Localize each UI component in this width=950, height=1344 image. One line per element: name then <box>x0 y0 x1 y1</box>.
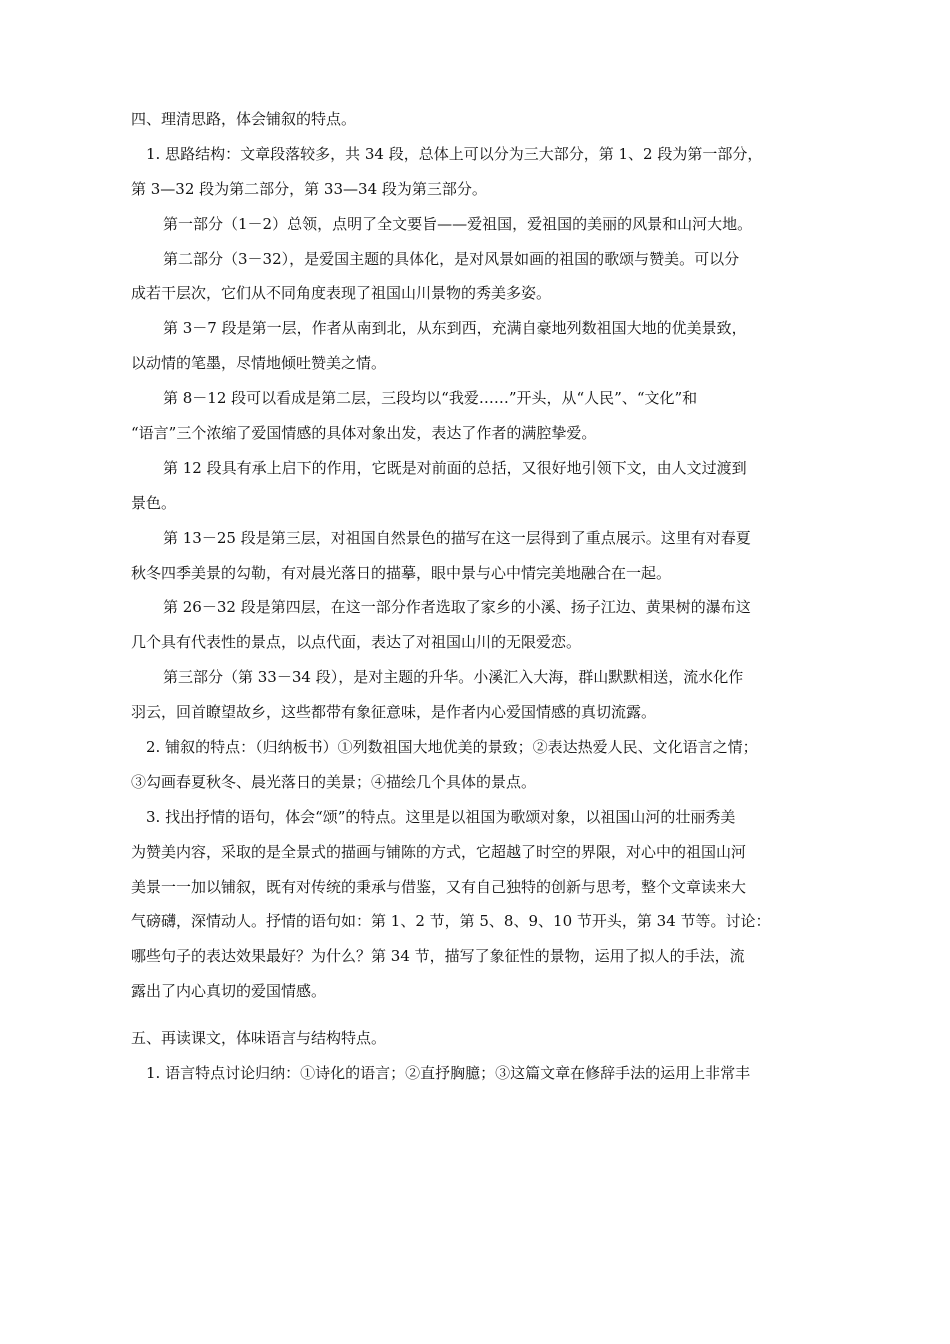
paragraph-line: 第 3—32 段为第二部分，第 33—34 段为第三部分。 <box>131 179 487 198</box>
paragraph-line: 2. 铺叙的特点：（归纳板书）①列数祖国大地优美的景致；②表达热爱人民、文化语言之情； <box>146 738 758 757</box>
section-spacer <box>131 1009 827 1021</box>
paragraph-line: 景色。 <box>131 493 177 512</box>
paragraph-line: 1. 思路结构：文章段落较多，共 34 段，总体上可以分为三大部分，第 1、2 段为第一部分， <box>146 144 763 163</box>
paragraph-line: 第 8－12 段可以看成是第二层，三段均以“我爱……”开头，从“人民”、“文化”和 <box>163 389 698 408</box>
document-page <box>131 102 827 1091</box>
paragraph-line: 第一部分（1－2）总领，点明了全文要旨——爱祖国，爱祖国的美丽的风景和山河大地。 <box>163 214 753 233</box>
paragraph-line: “语言”三个浓缩了爱国情感的具体对象出发，表达了作者的满腔挚爱。 <box>131 424 597 443</box>
paragraph-line: 气磅礴，深情动人。抒情的语句如：第 1、2 节，第 5、8、9、10 节开头，第 34 节等。讨论： <box>131 912 771 931</box>
paragraph-line: 1. 语言特点讨论归纳：①诗化的语言；②直抒胸臆；③这篇文章在修辞手法的运用上非常丰 <box>146 1064 751 1083</box>
paragraph-line: 第三部分（第 33－34 段），是对主题的升华。小溪汇入大海，群山默默相送，流水化作 <box>163 668 744 687</box>
paragraph-line: 几个具有代表性的景点，以点代面，表达了对祖国山川的无限爱恋。 <box>131 633 582 652</box>
paragraph-line: ③勾画春夏秋冬、晨光落日的美景；④描绘几个具体的景点。 <box>131 772 537 791</box>
paragraph-line: 3. 找出抒情的语句，体会“颂”的特点。这里是以祖国为歌颂对象，以祖国山河的壮丽秀美 <box>146 807 736 826</box>
paragraph-line: 第 12 段具有承上启下的作用，它既是对前面的总括，又很好地引领下文，由人文过渡到 <box>163 458 747 477</box>
paragraph-line: 第 13－25 段是第三层，对祖国自然景色的描写在这一层得到了重点展示。这里有对春夏 <box>163 528 751 547</box>
paragraph-line: 为赞美内容，采取的是全景式的描画与铺陈的方式，它超越了时空的界限，对心中的祖国山河 <box>131 842 747 861</box>
paragraph-line: 成若干层次，它们从不同角度表现了祖国山川景物的秀美多姿。 <box>131 284 552 303</box>
paragraph-line: 哪些句子的表达效果最好？为什么？第 34 节，描写了象征性的景物，运用了拟人的手法，流 <box>131 947 745 966</box>
paragraph-line: 美景一一加以铺叙，既有对传统的秉承与借鉴，又有自己独特的创新与思考，整个文章读来大 <box>131 877 747 896</box>
section-heading-5: 五、再读课文，体味语言与结构特点。 <box>131 1029 387 1048</box>
paragraph-line: 秋冬四季美景的勾勒，有对晨光落日的描摹，眼中景与心中情完美地融合在一起。 <box>131 563 672 582</box>
section-heading-4: 四、理清思路，体会铺叙的特点。 <box>131 110 357 128</box>
paragraph-line: 第 26－32 段是第四层，在这一部分作者选取了家乡的小溪、扬子江边、黄果树的瀑布这 <box>163 598 751 617</box>
paragraph-line: 第二部分（3－32），是爱国主题的具体化，是对风景如画的祖国的歌颂与赞美。可以分 <box>163 249 740 268</box>
paragraph-line: 以动情的笔墨，尽情地倾吐赞美之情。 <box>131 354 387 373</box>
paragraph-line: 露出了内心真切的爱国情感。 <box>131 982 327 1001</box>
paragraph-line: 第 3－7 段是第一层，作者从南到北，从东到西，充满自豪地列数祖国大地的优美景致， <box>163 319 747 338</box>
paragraph-line: 羽云，回首瞭望故乡，这些都带有象征意味，是作者内心爱国情感的真切流露。 <box>131 703 657 722</box>
